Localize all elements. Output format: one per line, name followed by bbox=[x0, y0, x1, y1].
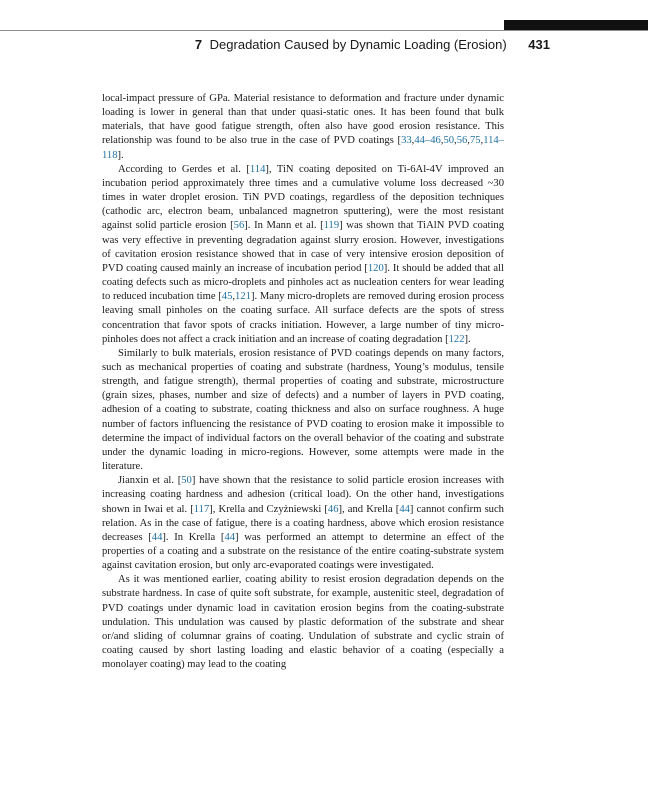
paragraph-text: ]. In Mann et al. [ bbox=[244, 220, 324, 232]
citation-link[interactable]: 50 bbox=[181, 475, 192, 487]
paragraph-text: ] have shown that the resistance to solid particle erosion increases with increasing coating hardness and adhesion (critical load). On the other hand, investigations shown in Iwai et al. [ bbox=[102, 475, 504, 515]
paragraph-text: , bbox=[467, 135, 470, 147]
citation-link[interactable]: 114 bbox=[249, 163, 266, 175]
paragraph-text: According to Gerdes et al. [ bbox=[118, 163, 250, 175]
paragraph-text: , bbox=[440, 135, 444, 147]
paragraph bbox=[102, 573, 504, 672]
chapter-title: Degradation Caused by Dynamic Loading (Erosion) bbox=[209, 37, 507, 52]
paragraph-text: ]. Many micro-droplets are removed during erosion process leaving small pinholes on the coating surface. All surface defects are the spots of stress concentration that favor spots of cracks initiation. However, a large number of tiny micro-pinholes does not affect a crack initiation and an increase of coating degradation [ bbox=[102, 291, 504, 345]
paragraph-text: ] was shown that TiAlN PVD coating was very effective in preventing degradation against slurry erosion. However, investigations of cavitation erosion resistance showed that in case of very intensive erosion deposition of PVD coating caused mainly an increase of incubation period [ bbox=[102, 220, 504, 274]
citation-link[interactable]: 121 bbox=[235, 291, 251, 303]
citation-link[interactable]: 44 bbox=[224, 531, 236, 543]
citation-link[interactable]: 122 bbox=[448, 333, 465, 345]
paragraph-text: Similarly to bulk materials, erosion resistance of PVD coatings depends on many factors, such as mechanical properties of coating and substrate (hardness, Young’s modulus, tensile strength, and fatigue strength), thermal properties of coating and substrate, microstructure (grain sizes, phases, number and size of defects) and a number of layers in PVD coating, adhesion of a coating to substrate, coating thickness and also on surface roughness. A huge number of factors influencing the resistance of PVD coating to erosion make it impossible to determine the impact of individual factors on the overall behavior of the coating and substrate under the dynamic loading in micro-regions. However, some attempts were made in the literature. bbox=[102, 347, 504, 473]
citation-link[interactable]: 50 bbox=[443, 135, 455, 147]
citation-link[interactable]: 114–118 bbox=[102, 135, 504, 161]
paragraph bbox=[102, 163, 504, 347]
citation-link[interactable]: 56 bbox=[233, 220, 245, 232]
paragraph-text: , bbox=[480, 135, 484, 147]
paragraph-text: ]. bbox=[117, 149, 124, 161]
header-black-bar bbox=[504, 20, 648, 30]
paragraph-text: , bbox=[454, 135, 457, 147]
page-number: 431 bbox=[528, 37, 550, 52]
citation-link[interactable]: 44 bbox=[151, 531, 163, 543]
header-rule bbox=[0, 30, 648, 31]
paragraph-text: local-impact pressure of GPa. Material resistance to deformation and fracture under dynamic loading is lower in general than that under quasi-static ones. It has been found that bulk materials, that have good fatigue strength, often also have good erosion resistance. This relationship was found to be also true in the case of PVD coatings [ bbox=[102, 93, 504, 147]
paragraph-text: As it was mentioned earlier, coating ability to resist erosion degradation depends on the substrate hardness. In case of quite soft substrate, for example, austenitic steel, degradation of PVD coatings under dynamic load in cavitation erosion begins from the coating-substrate undulation. This undulation was caused by plastic deformation of the substrate and shear or/and sliding of columnar grains of coating. Undulation of substrate and cyclic strain of coating caused by short lasting loading and elastic behavior of a coating (especially a monolayer coating) may lead to the coating bbox=[102, 574, 504, 671]
citation-link[interactable]: 45 bbox=[221, 291, 233, 303]
paragraph bbox=[102, 92, 504, 163]
paragraph bbox=[102, 347, 504, 474]
paragraph-text: ], TiN coating deposited on Ti-6Al-4V improved an incubation period approximately three times and a cumulative volume loss decreased ~30 times in water droplet erosion. TiN PVD coatings, regardless of the deposition techniques (cathodic arc, electron beam, unbalanced magnetron sputtering), were the most resistant against solid particle erosion [ bbox=[102, 163, 504, 232]
paragraph-text: , bbox=[411, 135, 415, 147]
paragraph-text: , bbox=[232, 291, 236, 303]
chapter-number: 7 bbox=[194, 37, 203, 52]
citation-link[interactable]: 56 bbox=[456, 135, 468, 147]
citation-link[interactable]: 119 bbox=[323, 220, 340, 232]
paragraph-text: ] was performed an attempt to determine an effect of the properties of a coating and a substrate on the resistance of the entire coating-substrate system against cavitation erosion, but only arc-evaporated coatings were investigated. bbox=[102, 531, 504, 572]
running-header bbox=[100, 34, 550, 56]
citation-link[interactable]: 46 bbox=[327, 503, 339, 515]
citation-link[interactable]: 117 bbox=[193, 503, 210, 515]
paragraph-text: ]. bbox=[464, 333, 471, 345]
citation-link[interactable]: 120 bbox=[367, 262, 384, 274]
paragraph-text: ]. In Krella [ bbox=[162, 531, 225, 543]
paragraph-text: ], and Krella [ bbox=[338, 503, 400, 515]
paragraph-text: ]. It should be added that all coating defects such as micro-droplets and pinholes act as nucleation centers for wear leading to reduced incubation time [ bbox=[102, 262, 504, 303]
body-text bbox=[102, 92, 504, 672]
paragraph-text: Jianxin et al. [ bbox=[118, 475, 182, 487]
paragraph-text: ], Krella and Czyżniewski [ bbox=[209, 503, 328, 515]
citation-link[interactable]: 44–46 bbox=[414, 135, 441, 147]
citation-link[interactable]: 33 bbox=[401, 135, 412, 147]
citation-link[interactable]: 44 bbox=[399, 503, 410, 515]
citation-link[interactable]: 75 bbox=[469, 135, 481, 147]
paragraph-text: ] cannot confirm such relation. As in the case of fatigue, there is a coating hardness, above which erosion resistance decreases [ bbox=[102, 503, 504, 543]
paragraph bbox=[102, 474, 504, 573]
